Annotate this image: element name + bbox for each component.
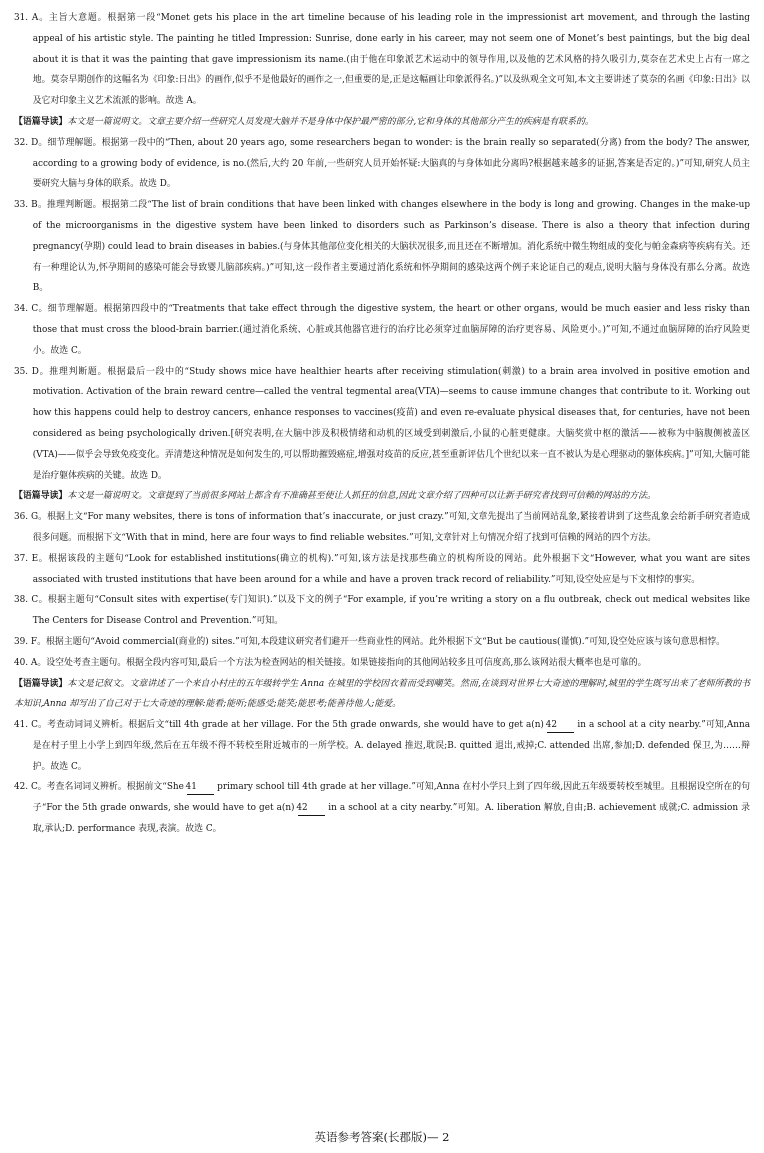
answer-explanation — [14, 549, 750, 591]
answer-blank: 42 — [547, 718, 575, 733]
answer-explanation — [14, 362, 750, 487]
answer-explanation — [14, 195, 750, 299]
answer-explanation — [14, 653, 750, 674]
answer-explanation — [14, 507, 750, 549]
answer-text: 37. E。根据该段的主题句“Look for established institutions(确立的机构).”可知,该方法是找那些确立的机构所设的网站。此外根据下文“However, what you want are sites associated with trusted institutions that have been around for a while and have a proven track record of reliability.”可知,设空处应是与下文相悖的事实。 — [14, 553, 750, 585]
answer-text: 34. C。细节理解题。根据第四段中的“Treatments that take effect through the digestive system, the heart or other organs, would be much easier and less risky than those that must cross the blood-brain barrier.(通过消化系统、心脏或其他器官进行的治疗比必须穿过血脑屏障的治疗更容易、风险更小。)”可知,不通过血脑屏障的治疗风险更小。故选 C。 — [14, 304, 750, 356]
reading-guide-text: 本文是一篇说明文。文章提到了当前很多网站上都含有不准确甚至使让人抓狂的信息,因此文章介绍了四种可以让新手研究者找到可信赖的网站的方法。 — [67, 491, 656, 502]
reading-guide-heading: 【语篇导读】 — [14, 491, 68, 502]
answer-text: 39. F。根据主题句“Avoid commercial(商业的) sites.”可知,本段建议研究者们避开一些商业性的网站。此外根据下文“But be cautious(谨慎).”可知,设空处应该与该句意思相悖。 — [14, 636, 726, 647]
answer-text-continued: in a school at a city nearby.”可知。A. liberation 解放,自由;B. achievement 成就;C. admission 录取,承认;D. performance 表现,表演。故选 C。 — [32, 803, 751, 835]
reading-guide-heading: 【语篇导读】 — [14, 678, 68, 689]
answer-blank: 42 — [298, 801, 326, 816]
answer-explanation — [14, 777, 750, 839]
answer-text: 33. B。推理判断题。根据第二段“The list of brain conditions that have been linked with changes elsewhere in the body is long and growing. Changes in the make-up of the microorganisms in the digestive system have been linked to disorders such as Parkinson’s disease. There is also a theory that infection during pregnancy(孕期) could lead to brain diseases in babies.(与身体其他部位变化相关的大脑状况很多,而且还在不断增加。消化系统中微生物组成的变化与帕金森病等疾病有关。还有一种理论认为,怀孕期间的感染可能会导致婴儿脑部疾病。)”可知,这一段作者主要通过消化系统和怀孕期间的感染这两个例子来论证自己的观点,说明大脑与身体没有那么分离。故选 B。 — [14, 200, 750, 294]
answer-blank: 41 — [187, 780, 215, 795]
answer-explanation — [14, 133, 750, 195]
answer-text: 36. G。根据上文“For many websites, there is tons of information that’s inaccurate, or just crazy.”可知,文章先提出了当前网站乱象,紧接着讲到了这些乱象会给新手研究者造成很多问题。而根据下文“With that in mind, here are four ways to find reliable websites.”可知,文章针对上句情况介绍了找到可信赖的网站的四个方法。 — [14, 512, 750, 543]
reading-guide-text: 本文是一篇说明文。文章主要介绍一些研究人员发现大脑并不是身体中保护最严密的部分,它和身体的其他部分产生的疾病是有联系的。 — [67, 116, 594, 127]
page-footer: 英语参考答案(长郡版)— 2 — [314, 1130, 450, 1144]
answer-text: 42. C。考查名词词义辨析。根据前文“She — [14, 782, 187, 793]
answer-text: 40. A。设空处考查主题句。根据全段内容可知,最后一个方法为检查网站的相关链接。如果链接指向的其他网站较多且可信度高,那么该网站很大概率也是可靠的。 — [14, 657, 647, 668]
reading-guide — [14, 674, 750, 716]
reading-guide-text: 本文是记叙文。文章讲述了一个来自小村庄的五年级转学生 Anna 在城里的学校因衣着而受到嘲笑。然而,在谈到对世界七大奇迹的理解时,城里的学生既写出来了老师所教的书本知识,Anna 却写出了自己对于七大奇迹的理解:能看;能听;能感受;能笑;能思考;能善待他人;能爱。 — [14, 678, 751, 710]
answer-explanation — [14, 715, 750, 777]
answer-text-continued: in a school at a city nearby.”可知,Anna 是在村子里上小学上到四年级,然后在五年级不得不转校至附近城市的一所学校。A. delayed 推迟,耽误;B. quitted 退出,戒掉;C. attended 出席,参加;D. defended 保卫,为……辩护。故选 C。 — [32, 720, 750, 772]
answer-explanation — [14, 632, 750, 653]
answer-text: 38. C。根据主题句“Consult sites with expertise(专门知识).”以及下文的例子“For example, if you’re writing a story on a flu outbreak, check out medical websites like The Centers for Disease Control and Prevention.”可知。 — [14, 595, 750, 627]
answer-explanation — [14, 590, 750, 632]
reading-guide — [14, 112, 750, 133]
reading-guide — [14, 486, 750, 507]
reading-guide-heading: 【语篇导读】 — [14, 116, 68, 127]
answer-text: 41. C。考查动词词义辨析。根据后文“till 4th grade at her village. For the 5th grade onwards, she would have to get a(n) — [14, 720, 547, 731]
answer-text: 35. D。推理判断题。根据最后一段中的“Study shows mice have healthier hearts after receiving stimulation(刺激) to a brain area involved in positive emotion and motivation. Activation of the brain reward centre—called the ventral tegmental area(VTA)—seems to cause immune changes that contribute to it. Working out how this happens could help to destroy cancers, enhance responses to vaccines(疫苗) and even re-evaluate physical diseases that, for centuries, have not been considered as being psychologically driven.[研究表明,在大脑中涉及积极情绪和动机的区域受到刺激后,小鼠的心脏更健康。大脑奖赏中枢的激活——被称为中脑腹侧被盖区(VTA)——似乎会导致免疫变化。弄清楚这种情况是如何发生的,可以帮助摧毁癌症,增强对疫苗的反应,甚至重新评估几个世纪以来一直不被认为是心理驱动的躯体疾病。]”可知,大脑可能是治疗躯体疾病的关键。故选 D。 — [14, 366, 750, 481]
answer-text-continued: primary school till 4th grade at her village.”可知,Anna 在村小学只上到了四年级,因此五年级要转校至城里。且根据设空所在的句子“For the 5th grade onwards, she would have to get a(n) — [32, 782, 750, 814]
answer-text: 32. D。细节理解题。根据第一段中的“Then, about 20 years ago, some researchers began to wonder: is the brain really so separated(分离) from the body? The answer, according to a growing body of evidence, is no.(然后,大约 20 年前,一些研究人员开始怀疑:大脑真的与身体如此分离吗?根据越来越多的证据,答案是否定的。)”可知,研究人员主要研究大脑与身体的联系。故选 D。 — [14, 137, 750, 190]
answer-explanation — [14, 8, 750, 112]
answer-text: 31. A。主旨大意题。根据第一段“Monet gets his place in the art timeline because of his leading role in the impressionist art movement, and through the lasting appeal of his artistic style. The painting he titled Impression: Sunrise, done early in his career, may not seem one of Monet’s best paintings, but the big deal about it is that it was the painting that gave impressionism its name.(由于他在印象派艺术运动中的领导作用,以及他的艺术风格的持久吸引力,莫奈在艺术史上占有一席之地。莫奈早期创作的这幅名为《印象:日出》的画作,似乎不是他最好的画作之一,但重要的是,正是这幅画让印象派得名。)”以及纵观全文可知,本文主要讲述了莫奈的名画《印象:日出》以及它对印象主义艺术流派的影响。故选 A。 — [14, 13, 750, 107]
answer-explanation — [14, 299, 750, 361]
